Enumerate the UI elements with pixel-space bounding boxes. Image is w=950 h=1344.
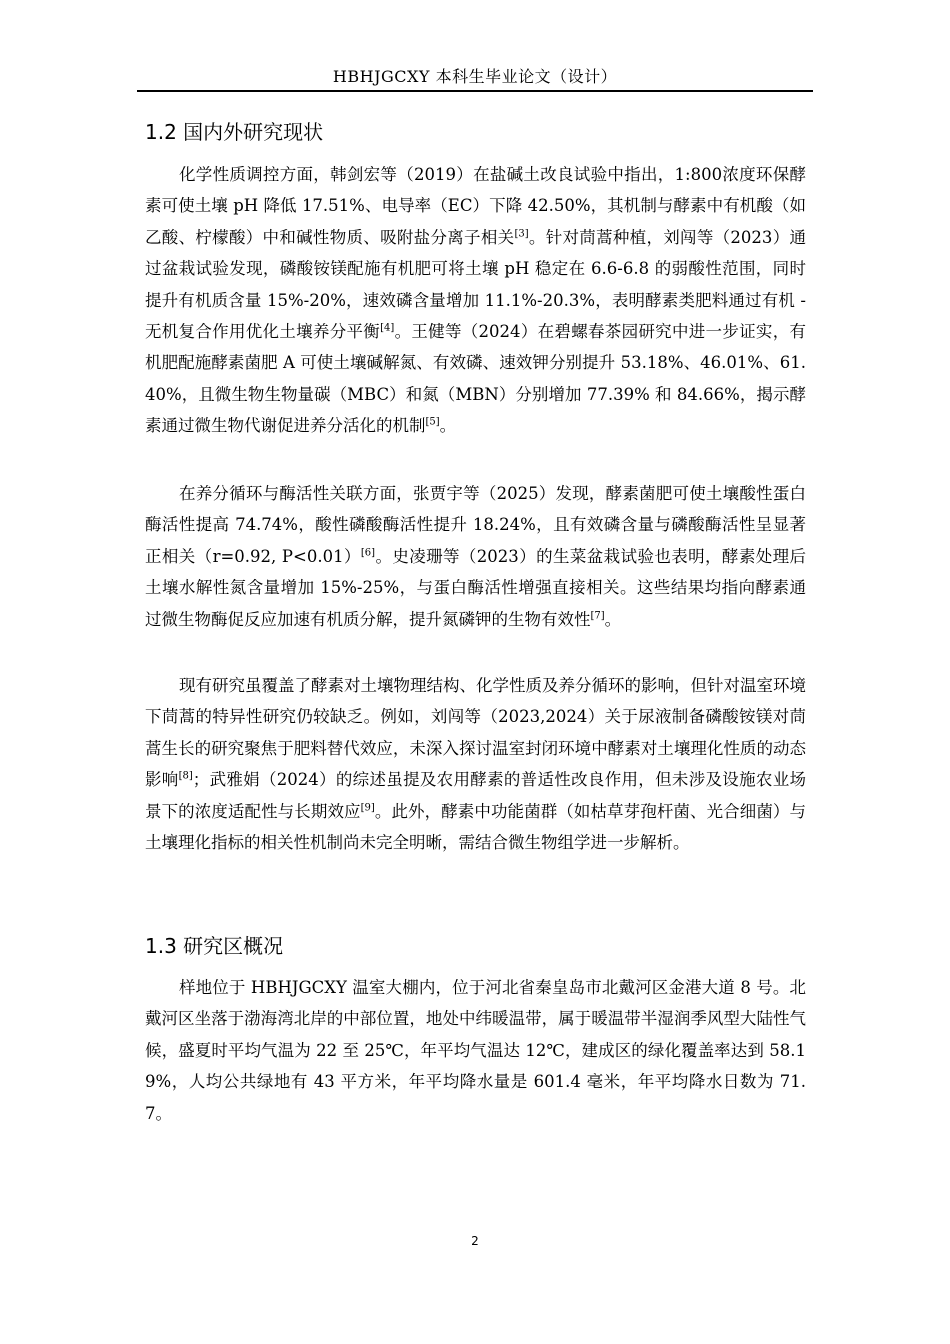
citation-ref: [3] [514,228,529,240]
paragraph-text: 现有研究虽覆盖了酵素对土壤物理结构、化学性质及养分循环的影响，但针对温室环境下茼蒿的特异性研究仍较缺乏。例如，刘闯等（2023,2024）关于尿液制备磷酸铵镁对茼蒿生长的研究聚焦于肥料替代效应，未深入探讨温室封闭环境中酵素对土壤理化性质的动态影响 [145,676,806,790]
paragraph-text: 化学性质调控方面，韩剑宏等（2019）在盐碱土改良试验中指出，1:800浓度环保酵素可使土壤 pH 降低 17.51%、电导率（EC）下降 42.50%，其机制与酵素中有机酸（如乙酸、柠檬酸）中和碱性物质、吸附盐分离子相关 [145,165,806,247]
paragraph-text: 。王健等（2024）在碧螺春茶园研究中进一步证实，有机肥配施酵素菌肥 A 可使土壤碱解氮、有效磷、速效钾分别提升 53.18%、46.01%、61.40%，且微生物生物量碳（MBC）和氮（MBN）分别增加 77.39% 和 84.66%，揭示酵素通过微生物代谢促进养分活化的机制 [145,322,807,436]
paragraph-text: 。针对茼蒿种植，刘闯等（2023）通过盆栽试验发现，磷酸铵镁配施有机肥可将土壤 pH 稳定在 6.6-6.8 的弱酸性范围，同时提升有机质含量 15%-20%，速效磷含量增加 11.1%-20.3%，表明酵素类肥料通过有机 - 无机复合作用优化土壤养分平衡 [145,227,807,342]
section-heading-1-2: 1.2 国内外研究现状 [145,120,324,144]
paragraph-text: 在养分循环与酶活性关联方面，张贾宇等（2025）发现，酵素菌肥可使土壤酸性蛋白酶活性提高 74.74%，酸性磷酸酶活性提升 18.24%，且有效磷含量与磷酸酶活性呈显著正相关（r=0.92, P<0.01） [145,484,806,566]
header-rule [137,90,813,92]
paragraph-study-area: 样地位于 HBHJGCXY 温室大棚内，位于河北省秦皇岛市北戴河区金港大道 8 号。北戴河区坐落于渤海湾北岸的中部位置，地处中纬暖温带，属于暖温带半湿润季风型大陆性气候，盛夏时平均气温为 22 至 25℃，年平均气温达 12℃，建成区的绿化覆盖率达到 58.19%，人均公共绿地有 43 平方米，年平均降水量是 601.4 毫米，年平均降水日数为 71.7。 [145,978,806,1123]
paragraph-chemical-properties [145,159,806,442]
paragraph-research-gap [145,670,806,858]
citation-ref: [6] [360,547,376,559]
citation-ref: [9] [360,802,375,814]
citation-ref: [8] [178,770,193,782]
paragraph-text: 。 [439,416,457,436]
section-heading-1-3: 1.3 研究区概况 [145,934,284,958]
paragraph-text: ；武雅娟（2024）的综述虽提及农用酵素的普适性改良作用，但未涉及设施农业场景下的浓度适配性与长期效应 [145,770,806,821]
page-number: 2 [471,1234,479,1248]
citation-ref: [4] [380,322,395,334]
paragraph-text: 。此外，酵素中功能菌群（如枯草芽孢杆菌、光合细菌）与土壤理化指标的相关性机制尚未完全明晰，需结合微生物组学进一步解析。 [145,801,807,853]
paragraph-text: 。 [604,609,622,629]
paragraph-nutrient-cycling [145,478,806,635]
running-header: HBHJGCXY 本科生毕业论文（设计） [332,67,618,86]
paragraph-text: 。史凌珊等（2023）的生菜盆栽试验也表明，酵素处理后土壤水解性氮含量增加 15%-25%，与蛋白酶活性增强直接相关。这些结果均指向酵素通过微生物酶促反应加速有机质分解，提升氮磷钾的生物有效性 [145,546,806,629]
citation-ref: [5] [425,416,440,428]
citation-ref: [7] [590,610,605,622]
